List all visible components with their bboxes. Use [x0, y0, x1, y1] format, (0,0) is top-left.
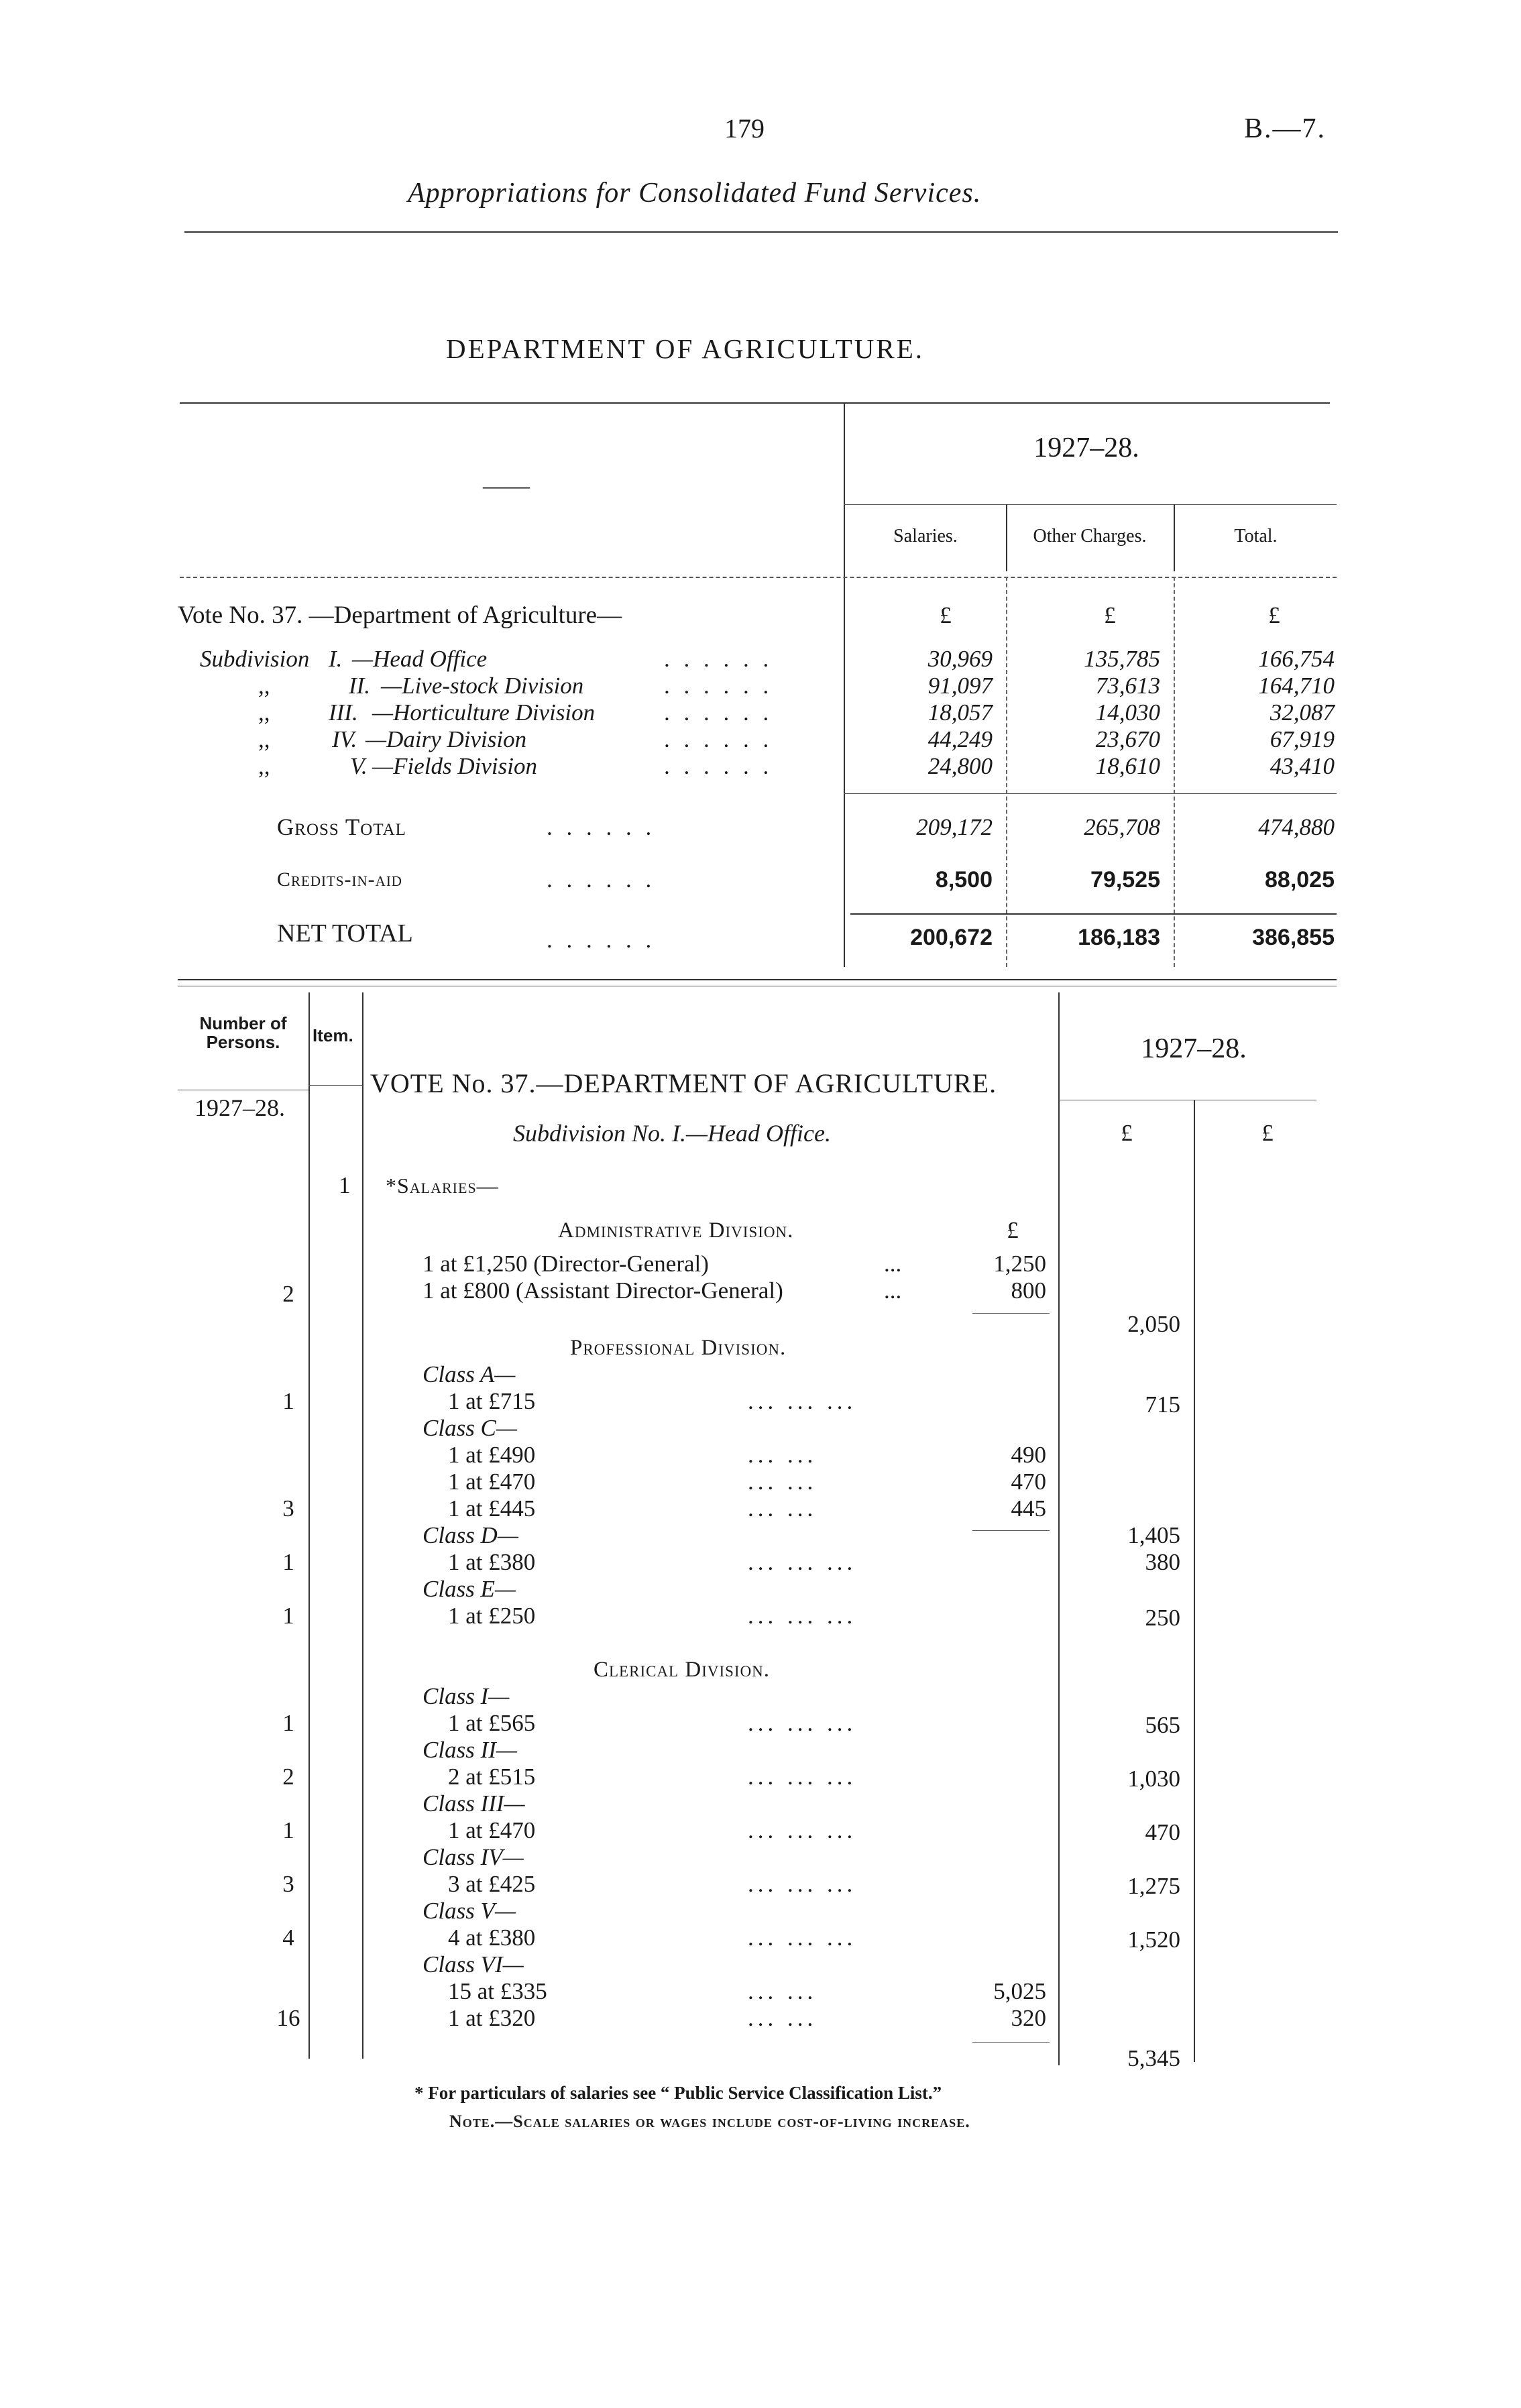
row-dots: ... ... ...: [748, 1549, 857, 1575]
summary-year: 1927–28.: [1033, 433, 1139, 463]
subdivision-row: [0, 646, 1521, 673]
subdivision-salaries: 24,800: [927, 753, 993, 779]
summary-bottom-rule: [178, 979, 1337, 980]
class-persons: 3: [282, 1871, 294, 1897]
summary-col-divider-2: [1006, 504, 1007, 571]
class-label: Class VI—: [422, 1951, 524, 1977]
admin-heading: Administrative Division.: [558, 1218, 794, 1243]
pound-total: £: [1268, 602, 1280, 628]
subdivision-row: [0, 699, 1521, 726]
class-label: Class A—: [422, 1361, 516, 1387]
row-leader: . . . . . .: [547, 927, 656, 953]
admin-pound: £: [1007, 1217, 1019, 1243]
subdivision-other: 23,670: [1095, 726, 1160, 752]
subdivision-name: —Dairy Division: [365, 726, 527, 752]
class-total: 565: [1145, 1712, 1180, 1738]
class-persons: 1: [282, 1549, 294, 1575]
class-vi-subtotal-rule: [972, 2042, 1050, 2043]
subdivision-roman: III.: [329, 699, 358, 726]
subdivision-row: [0, 673, 1521, 699]
row-dots: ... ...: [748, 1978, 818, 2004]
subdivision-other: 135,785: [1084, 646, 1160, 672]
class-row-text: 3 at £425: [448, 1871, 536, 1897]
gross-salaries: 209,172: [916, 814, 993, 840]
row-leader: . . . . . .: [547, 866, 656, 893]
class-persons: 1: [282, 1710, 294, 1736]
row-dots: ... ...: [748, 1442, 818, 1468]
persons-year: 1927–28.: [194, 1094, 285, 1121]
class-label: Class I—: [422, 1683, 510, 1709]
gross-total-label: Gross Total: [277, 814, 406, 840]
row-dots: ... ... ...: [748, 1764, 857, 1790]
class-row-text: 1 at £565: [448, 1710, 536, 1736]
footnote: * For particulars of salaries see “ Public Service Classification List.”: [414, 2083, 942, 2103]
class-persons: 16: [276, 2005, 300, 2031]
class-row-amount: 5,025: [993, 1978, 1046, 2004]
class-total: 470: [1145, 1819, 1180, 1845]
class-label: Class C—: [422, 1415, 518, 1441]
subdivision-prefix: ,,: [258, 726, 270, 752]
vote-heading: VOTE No. 37.—DEPARTMENT OF AGRICULTURE.: [370, 1068, 997, 1098]
class-row-text: 1 at £380: [448, 1549, 536, 1575]
subdivision-row: [0, 726, 1521, 753]
class-c-subtotal-rule: [972, 1530, 1050, 1531]
class-persons: 1: [282, 1603, 294, 1629]
subdivision-prefix: ,,: [258, 699, 270, 726]
row-leader: . . . . . .: [664, 699, 773, 726]
row-dots: ... ...: [748, 1469, 818, 1495]
subdivision-name: —Horticulture Division: [372, 699, 596, 726]
running-title: Appropriations for Consolidated Fund Services.: [408, 178, 982, 209]
credits-label: Credits-in-aid: [277, 868, 402, 891]
class-row-text: 1 at £470: [448, 1469, 536, 1495]
prof-heading: Professional Division.: [570, 1336, 787, 1360]
class-total: 715: [1145, 1391, 1180, 1418]
class-persons: 1: [282, 1817, 294, 1843]
class-row-text: 4 at £380: [448, 1925, 536, 1951]
summary-dash: ——: [483, 473, 530, 499]
class-total: 1,520: [1127, 1927, 1180, 1953]
col-salaries-header: Salaries.: [893, 526, 958, 547]
pound-other: £: [1104, 602, 1116, 628]
subdivision-prefix: ,,: [258, 753, 270, 779]
row-leader: . . . . . .: [664, 673, 773, 699]
vote-label: Vote No. 37. —Department of Agriculture—: [178, 601, 622, 629]
subdivision-total: 67,919: [1270, 726, 1335, 752]
admin-total: 2,050: [1127, 1311, 1180, 1337]
admin-row-amount: 1,250: [993, 1251, 1046, 1277]
gross-other: 265,708: [1084, 814, 1160, 840]
row-dots: ... ... ...: [748, 1817, 857, 1843]
subdivision-name: —Fields Division: [372, 753, 537, 779]
subdivision-other: 14,030: [1095, 699, 1160, 726]
clerical-heading: Clerical Division.: [594, 1658, 771, 1682]
subdivision-total: 164,710: [1258, 673, 1335, 699]
row-leader: . . . . . .: [664, 753, 773, 779]
row-leader: . . . . . .: [664, 646, 773, 672]
subdivision-roman: II.: [349, 673, 371, 699]
item-col-divider: [362, 992, 363, 2059]
class-row-text: 15 at £335: [448, 1978, 547, 2004]
class-label: Class V—: [422, 1898, 516, 1924]
gross-total: 474,880: [1258, 814, 1335, 840]
subdivision-row: [0, 753, 1521, 780]
net-other: 186,183: [1078, 925, 1160, 950]
row-dots: ... ...: [748, 2005, 818, 2031]
subtotal-rule: [844, 793, 1337, 794]
class-persons: 1: [282, 1388, 294, 1414]
item-header-rule: [308, 1085, 362, 1086]
summary-header-rule: [180, 577, 1337, 578]
persons-col-divider: [308, 992, 310, 2059]
note: Note.—Scale salaries or wages include cost-of-living increase.: [449, 2112, 970, 2131]
row-leader: . . . . . .: [547, 814, 656, 840]
amount-col-divider-2: [1194, 1100, 1195, 2062]
class-row-text: 1 at £320: [448, 2005, 536, 2031]
row-dots: ... ... ...: [748, 1925, 857, 1951]
row-dots: ... ... ...: [748, 1603, 857, 1629]
subdivision-name: —Head Office: [352, 646, 488, 672]
subdivision-salaries: 44,249: [927, 726, 993, 752]
subdivision-roman: V.: [350, 753, 368, 779]
col-other-header: Other Charges.: [1033, 526, 1147, 547]
class-row-amount: 490: [1011, 1442, 1046, 1468]
class-total: 1,030: [1127, 1766, 1180, 1792]
admin-subtotal-rule: [972, 1313, 1050, 1314]
subdivision-heading: Subdivision No. I.—Head Office.: [513, 1120, 831, 1147]
subdivision-total: 43,410: [1270, 753, 1335, 779]
class-row-text: 1 at £445: [448, 1495, 536, 1522]
subdivision-prefix: Subdivision: [200, 646, 310, 672]
summary-col-divider-3: [1174, 504, 1175, 571]
admin-row-text: 1 at £1,250 (Director-General): [422, 1251, 709, 1277]
subdivision-salaries: 18,057: [927, 699, 993, 726]
col-total-header: Total.: [1234, 526, 1278, 547]
col-item-header: Item.: [313, 1025, 353, 1045]
class-label: Class II—: [422, 1737, 517, 1763]
subdivision-other: 73,613: [1095, 673, 1160, 699]
page-code: B.—7.: [1244, 113, 1327, 144]
pound-salaries: £: [940, 602, 952, 628]
class-row-amount: 445: [1011, 1495, 1046, 1522]
class-row-text: 1 at £470: [448, 1817, 536, 1843]
class-total: 250: [1145, 1605, 1180, 1631]
class-row-text: 1 at £490: [448, 1442, 536, 1468]
subdivision-other: 18,610: [1095, 753, 1160, 779]
admin-row-amount: 800: [1011, 1277, 1046, 1304]
class-total: 380: [1145, 1549, 1180, 1575]
admin-row-dots: ...: [884, 1251, 902, 1277]
credits-total: 88,025: [1265, 867, 1335, 893]
admin-row-text: 1 at £800 (Assistant Director-General): [422, 1277, 783, 1304]
row-dots: ... ...: [748, 1495, 818, 1522]
subdivision-total: 166,754: [1258, 646, 1335, 672]
salaries-heading: *Salaries—: [386, 1173, 499, 1198]
summary-top-rule: [180, 402, 1330, 404]
detail-pound-1: £: [1121, 1120, 1133, 1146]
department-title: DEPARTMENT OF AGRICULTURE.: [446, 333, 925, 364]
admin-persons: 2: [282, 1281, 294, 1307]
subdivision-salaries: 30,969: [927, 646, 993, 672]
class-label: Class III—: [422, 1790, 525, 1817]
header-rule: [184, 231, 1338, 233]
detail-pound-2: £: [1261, 1120, 1274, 1146]
row-dots: ... ... ...: [748, 1871, 857, 1897]
class-row-text: 2 at £515: [448, 1764, 536, 1790]
credits-salaries: 8,500: [935, 867, 993, 893]
page-number: 179: [724, 113, 765, 144]
class-total: 1,405: [1127, 1522, 1180, 1548]
row-dots: ... ... ...: [748, 1388, 857, 1414]
class-label: Class E—: [422, 1576, 516, 1602]
admin-row-dots: ...: [884, 1277, 902, 1304]
subdivision-salaries: 91,097: [927, 673, 993, 699]
subdivision-total: 32,087: [1270, 699, 1335, 726]
subdivision-name: —Live-stock Division: [381, 673, 584, 699]
class-label: Class D—: [422, 1522, 518, 1548]
class-row-text: 1 at £715: [448, 1388, 536, 1414]
subdivision-prefix: ,,: [258, 673, 270, 699]
row-leader: . . . . . .: [664, 726, 773, 752]
summary-year-rule: [844, 504, 1337, 505]
subdivision-roman: I.: [329, 646, 343, 672]
col-persons-header: Number of Persons.: [199, 1013, 287, 1052]
net-total-label: NET TOTAL: [277, 919, 413, 948]
row-dots: ... ... ...: [748, 1710, 857, 1736]
class-persons: 2: [282, 1764, 294, 1790]
detail-year: 1927–28.: [1141, 1033, 1247, 1064]
class-total: 5,345: [1127, 2045, 1180, 2071]
class-total: 1,275: [1127, 1873, 1180, 1899]
item-number: 1: [339, 1172, 351, 1198]
net-rule: [850, 913, 1337, 915]
credits-other: 79,525: [1090, 867, 1160, 893]
class-persons: 4: [282, 1925, 294, 1951]
class-row-amount: 320: [1011, 2005, 1046, 2031]
subdivision-roman: IV.: [332, 726, 357, 752]
class-row-text: 1 at £250: [448, 1603, 536, 1629]
class-row-amount: 470: [1011, 1469, 1046, 1495]
class-persons: 3: [282, 1495, 294, 1522]
net-total: 386,855: [1252, 925, 1335, 950]
class-label: Class IV—: [422, 1844, 524, 1870]
net-salaries: 200,672: [910, 925, 993, 950]
